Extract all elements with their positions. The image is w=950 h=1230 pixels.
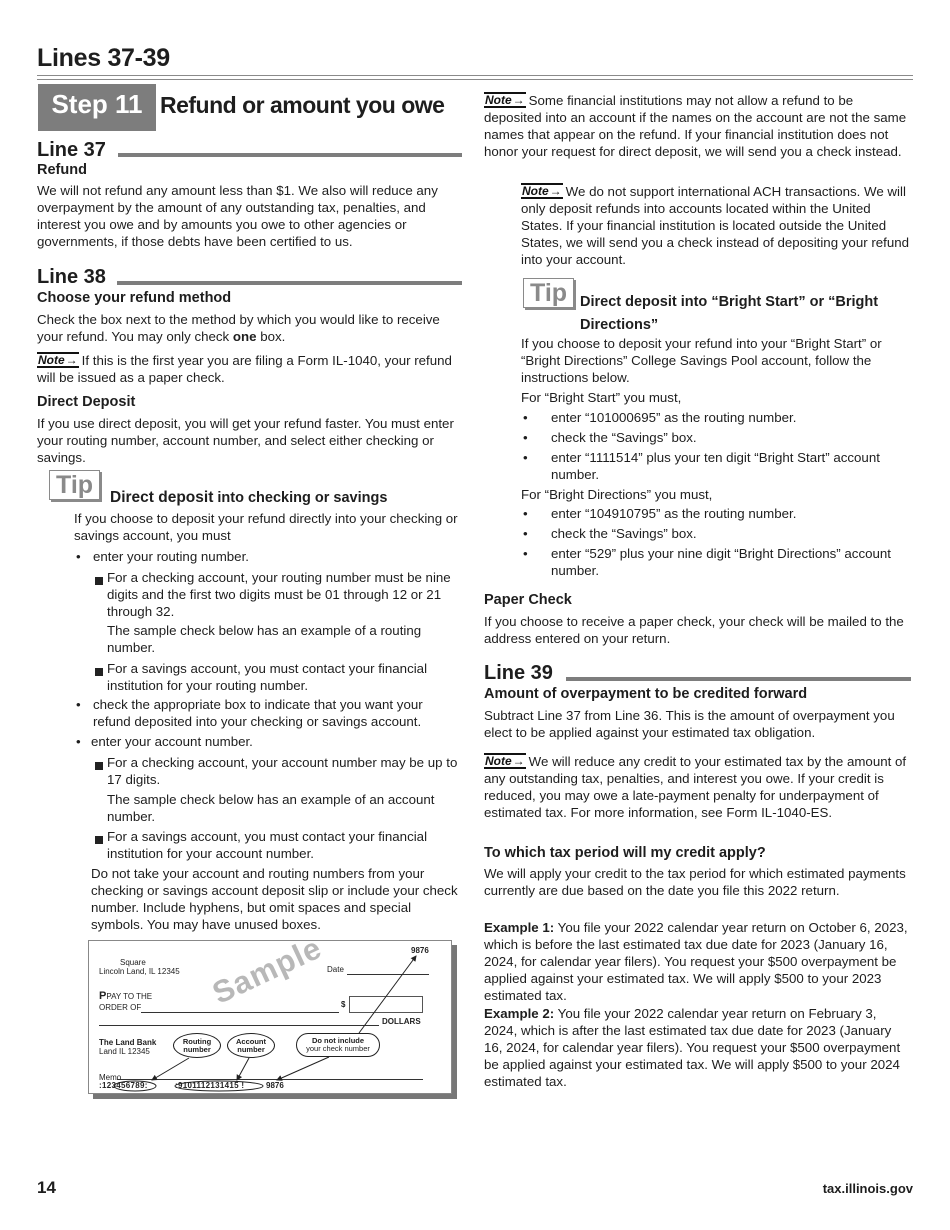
- tip-icon: Tip: [49, 470, 100, 500]
- bullet-dot: •: [76, 734, 81, 749]
- tip-icon: Tip: [523, 278, 574, 308]
- line37-rule: [118, 153, 462, 157]
- step-underbar: [38, 125, 156, 131]
- bullet-dot: •: [523, 506, 528, 521]
- line39-subheading: Amount of overpayment to be credited forward: [484, 686, 808, 702]
- routing-ellipse: [114, 1081, 156, 1091]
- check-arrows: [89, 941, 451, 1093]
- bright-start-account: enter “1111514” plus your ten digit “Bright Start” account number.: [551, 450, 880, 482]
- line37-body: We will not refund any amount less than $1. We also will reduce any overpayment by the amount of any outstanding tax, penalties, and interest you owe and by amounts you owe to other agencies or governments, if those debts have been certified to us.: [37, 183, 438, 249]
- square-bullet: [95, 663, 103, 681]
- credit-period-question: To which tax period will my credit apply?: [484, 845, 766, 861]
- square-bullet: [95, 572, 103, 590]
- account-number-label: Account number: [227, 1033, 275, 1058]
- example-1: Example 1: You file your 2022 calendar year return on October 6, 2023, which is before the last estimated tax due date for 2023 (January 16, 2024, for calendar year filers). You request your $500 overpayment be applied against your estimated tax. We will apply $500 to your 2023 estimated tax.: [484, 920, 908, 1003]
- line37-heading: Line 37: [37, 139, 106, 161]
- bright-start-savings: check the “Savings” box.: [551, 430, 697, 445]
- note-icon: Note →: [37, 352, 79, 368]
- bullet-dot: •: [523, 410, 528, 425]
- account-ellipse: [175, 1081, 263, 1091]
- bullet-dot: •: [523, 526, 528, 541]
- line39-note: Note → We will reduce any credit to your estimated tax by the amount of any outstanding tax, penalties, and interest you owe. If your credit is reduced, you may owe a late-payment penalty for underpayment of estimated tax. For more information, see Form IL-1040-ES.: [484, 753, 912, 821]
- line37-subheading: Refund: [37, 162, 87, 178]
- site-link[interactable]: tax.illinois.gov: [822, 1181, 913, 1196]
- line39-body: Subtract Line 37 from Line 36. This is the amount of overpayment you elect to be applied against your estimated tax obligation.: [484, 708, 895, 740]
- tip1-closing: Do not take your account and routing numbers from your checking or savings account deposit slip or include your check number. Include hyphens, but omit spaces and special symbols. You may have unused boxes.: [91, 866, 458, 932]
- credit-period-body: We will apply your credit to the tax period for which estimated payments currently are due based on the date you file this 2022 return.: [484, 866, 906, 898]
- tip1-routing-checking: For a checking account, your routing number must be nine digits and the first two digits must be 01 through 12 or 21 through 32.: [107, 570, 451, 619]
- check-address-line1: Square: [120, 958, 146, 967]
- line39-heading: Line 39: [484, 662, 553, 684]
- tip1-bullet-box: check the appropriate box to indicate that you want your refund deposited into your checking or savings account.: [93, 697, 423, 729]
- check-bank-address: Land IL 12345: [99, 1047, 150, 1056]
- tip2-intro: If you choose to deposit your refund into your “Bright Start” or “Bright Directions” College Savings Pool account, follow the instructions below.: [521, 336, 882, 385]
- tip1-routing-savings: For a savings account, you must contact your financial institution for your routing number.: [107, 661, 428, 693]
- tip2-title: Direct deposit into “Bright Start” or “Bright Directions”: [580, 294, 879, 333]
- line38-rule: [117, 281, 462, 285]
- line38-heading: Line 38: [37, 266, 106, 288]
- sample-watermark: Sample: [207, 929, 328, 1011]
- right-note-names: Note → Some financial institutions may not allow a refund to be deposited into an account if the names on the account are not the same names that appear on the refund. If your financial institution does not honor your request for direct deposit, we will send you a check instead.: [484, 92, 909, 160]
- direct-deposit-heading: Direct Deposit: [37, 394, 136, 410]
- bright-directions-account: enter “529” plus your nine digit “Bright Directions” account number.: [551, 546, 891, 578]
- sample-check: [88, 929, 452, 1094]
- header-rule-thin: [37, 79, 913, 80]
- paper-check-heading: Paper Check: [484, 592, 572, 608]
- page-title: Lines 37-39: [37, 44, 170, 72]
- bullet-dot: •: [76, 549, 81, 564]
- header-rule: [37, 75, 913, 76]
- check-pay-line1: PPAY TO THE: [99, 990, 153, 1002]
- step-title: Refund or amount you owe: [160, 92, 445, 118]
- bullet-dot: •: [523, 450, 528, 465]
- bullet-dot: •: [523, 430, 528, 445]
- note-icon: Note →: [484, 92, 526, 108]
- bright-directions-savings: check the “Savings” box.: [551, 526, 697, 541]
- micr-check-number: 9876: [266, 1081, 284, 1090]
- bullet-dot: •: [523, 546, 528, 561]
- tip1-routing-sample: The sample check below has an example of a routing number.: [107, 623, 422, 655]
- line38-note: Note → If this is the first year you are filing a Form IL-1040, your refund will be issued as a paper check.: [37, 352, 462, 386]
- check-bank-name: The Land Bank: [99, 1038, 157, 1047]
- check-address-line2: Lincoln Land, IL 12345: [99, 967, 180, 976]
- example-2: Example 2: You file your 2022 calendar year return on February 3, 2024, which is after the last estimated tax due date for 2023 (January 16, 2024, for calendar year filers). You request your $500 overpayment be applied against your estimated tax. We will apply $500 to your 2024 estimated tax.: [484, 1006, 901, 1089]
- check-memo-label: Memo: [99, 1073, 122, 1082]
- bright-directions-routing: enter “104910795” as the routing number.: [551, 506, 797, 521]
- tip1-title: Direct deposit into checking or savings: [110, 489, 388, 506]
- check-number: 9876: [411, 946, 429, 955]
- micr-account: :9101112131415 !: [175, 1081, 245, 1090]
- check-date-label: Date: [327, 965, 344, 974]
- line38-subheading: Choose your refund method: [37, 290, 232, 306]
- tip1-account-checking: For a checking account, your account number may be up to 17 digits.: [107, 755, 458, 787]
- square-bullet: [95, 831, 103, 849]
- line39-rule: [566, 677, 911, 681]
- tip1-account-sample: The sample check below has an example of an account number.: [107, 792, 435, 824]
- tip1-intro: If you choose to deposit your refund directly into your checking or savings account, you must: [74, 511, 458, 543]
- check-pay-line2: ORDER OF: [99, 1003, 142, 1012]
- bright-start-routing: enter “101000695” as the routing number.: [551, 410, 797, 425]
- check-dollar-sign: $: [341, 1000, 346, 1009]
- bright-directions-lead: For “Bright Directions” you must,: [521, 487, 713, 502]
- paper-check-body: If you choose to receive a paper check, your check will be mailed to the address entered on your return.: [484, 614, 904, 646]
- note-icon: Note →: [521, 183, 563, 199]
- check-dollars-label: DOLLARS: [382, 1017, 421, 1026]
- routing-number-label: Routing number: [173, 1033, 221, 1058]
- line38-body: Check the box next to the method by which you would like to receive your refund. You may only check one box.: [37, 312, 440, 344]
- tip1-bullet-routing: enter your routing number.: [93, 549, 249, 564]
- note-icon: Note →: [484, 753, 526, 769]
- tip1-bullet-account: enter your account number.: [91, 734, 253, 749]
- page-number: 14: [37, 1178, 56, 1197]
- right-note-ach: Note → We do not support international ACH transactions. We will only deposit refunds into accounts located within the United States. If your financial institution is located outside the United States, we will send you a check instead of depositing your refund into your account.: [521, 183, 911, 268]
- square-bullet: [95, 757, 103, 775]
- direct-deposit-body: If you use direct deposit, you will get your refund faster. You must enter your routing number, account number, and select either checking or savings.: [37, 416, 454, 465]
- bullet-dot: •: [76, 697, 81, 712]
- bright-start-lead: For “Bright Start” you must,: [521, 390, 682, 405]
- micr-routing: :123456789:: [99, 1081, 148, 1090]
- step-label: Step 11: [38, 84, 156, 125]
- tip1-account-savings: For a savings account, you must contact your financial institution for your account number.: [107, 829, 428, 861]
- do-not-include-label: Do not include your check number: [296, 1033, 380, 1057]
